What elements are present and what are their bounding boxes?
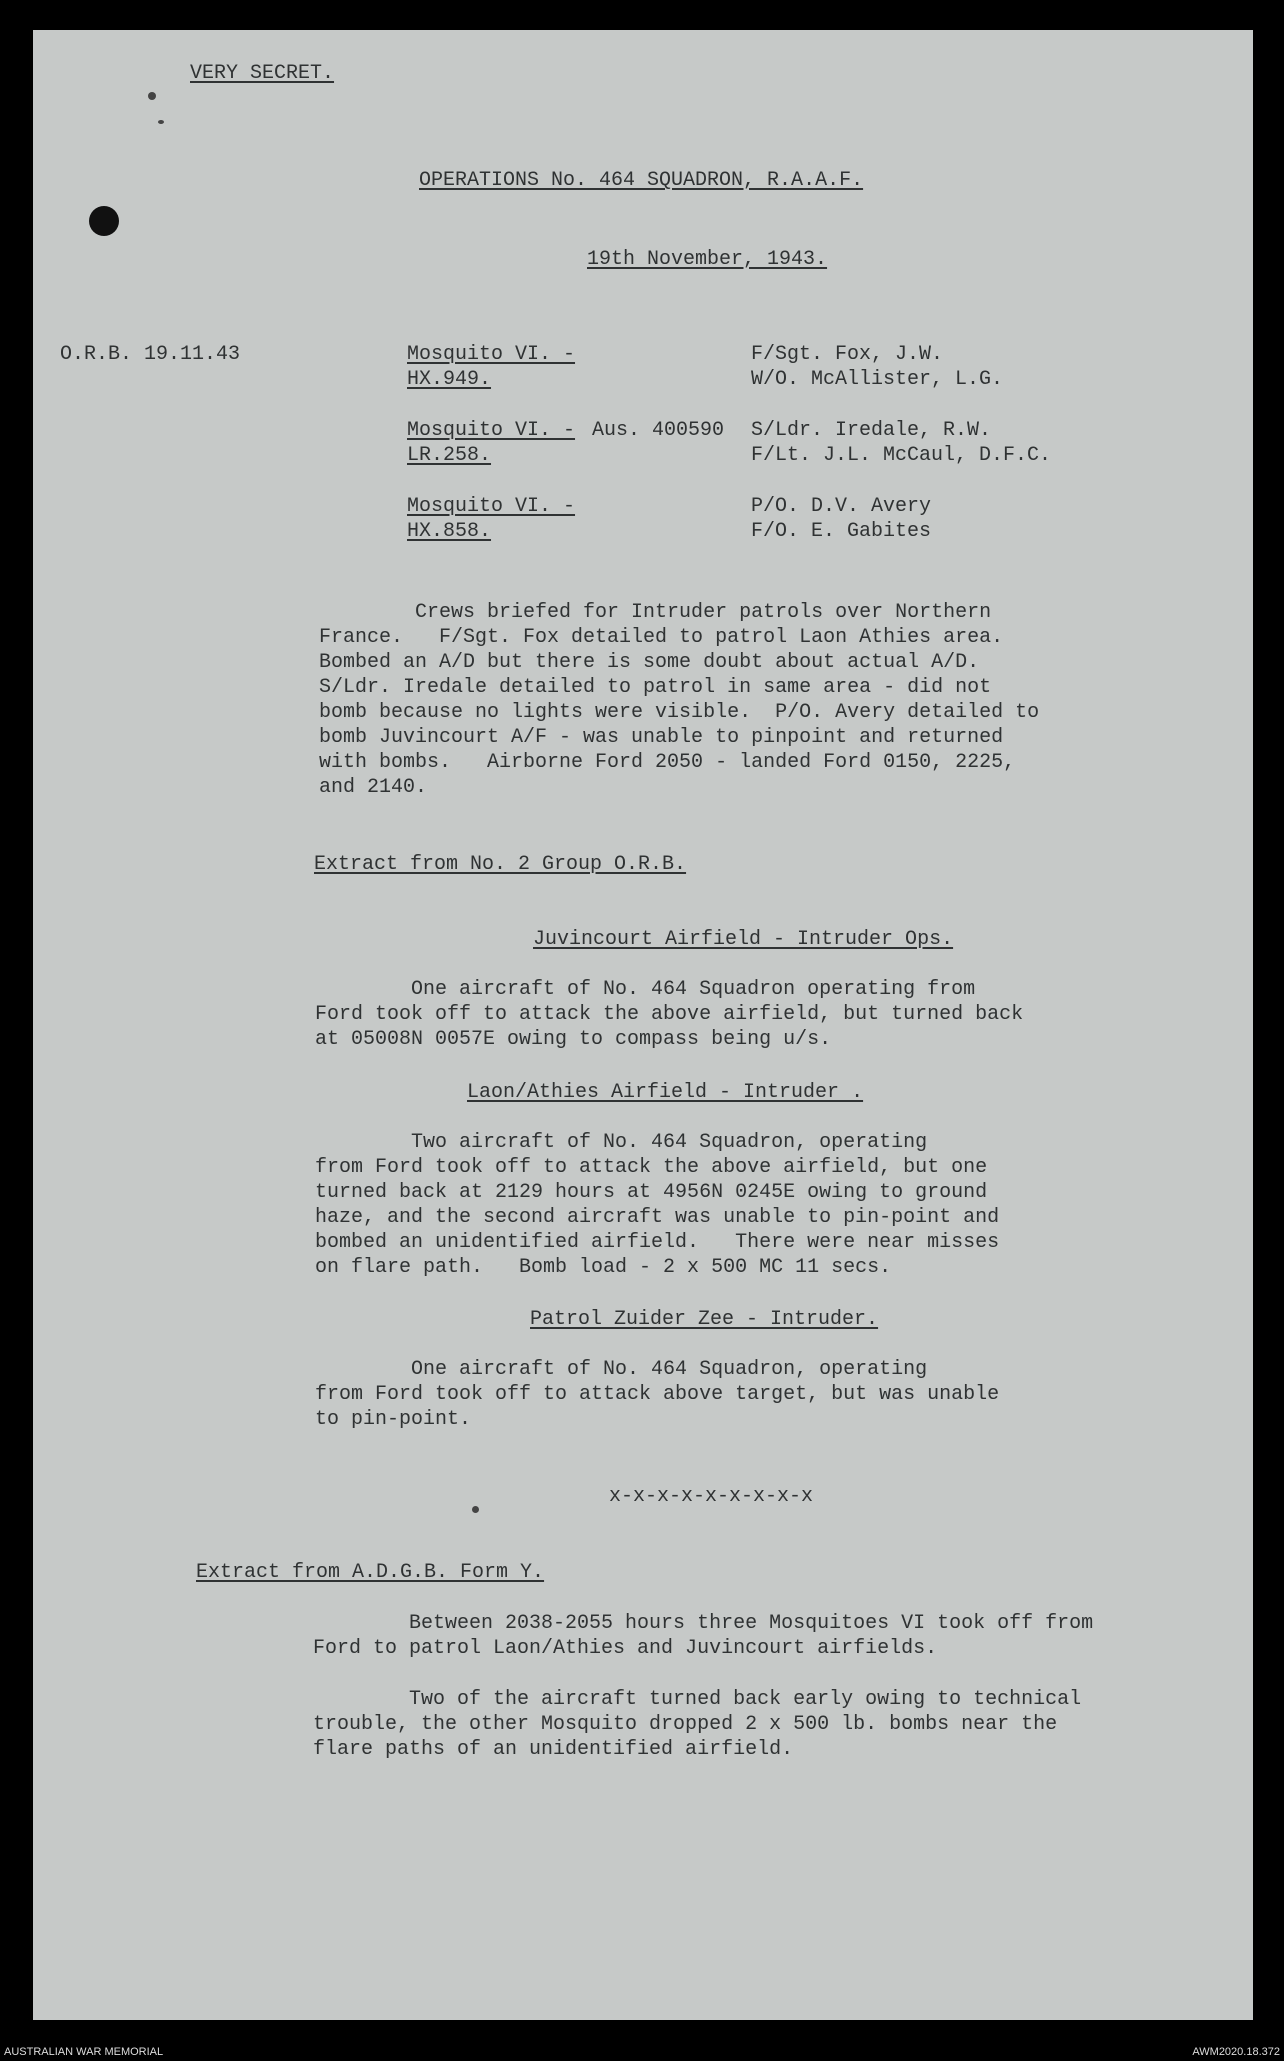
aircraft-annotation: Aus. 400590 [592, 419, 725, 442]
crew-navigator: F/O. E. Gabites [751, 520, 932, 543]
footer-accession: AWM2020.18.372 [1192, 2046, 1280, 2058]
ink-speck [148, 92, 156, 100]
aircraft-type: Mosquito VI. - [407, 495, 576, 518]
ink-speck [158, 120, 164, 124]
section-separator: x-x-x-x-x-x-x-x-x [609, 1485, 814, 1508]
section-title-zuider-zee: Patrol Zuider Zee - Intruder. [530, 1308, 879, 1331]
aircraft-serial: LR.258. [407, 444, 492, 467]
group-extract-heading: Extract from No. 2 Group O.R.B. [314, 853, 687, 876]
adgb-paragraph-2: Two of the aircraft turned back early owing to technical trouble, the other Mosquito dropped 2 x 500 lb. bombs near the flare paths of an unidentified airfield. [313, 1688, 1082, 1761]
archive-footer [0, 2044, 1284, 2061]
ink-speck [472, 1506, 479, 1513]
aircraft-serial: HX.858. [407, 520, 492, 543]
adgb-paragraph-1: Between 2038-2055 hours three Mosquitoes VI took off from Ford to patrol Laon/Athies and Juvincourt airfields. [313, 1612, 1094, 1660]
report-date: 19th November, 1943. [587, 248, 828, 271]
crew-pilot: S/Ldr. Iredale, R.W. [751, 419, 992, 442]
crew-pilot: P/O. D.V. Avery [751, 495, 932, 518]
footer-institution: AUSTRALIAN WAR MEMORIAL [4, 2046, 164, 2058]
section-text-laon: Two aircraft of No. 464 Squadron, operating from Ford took off to attack the above airfield, but one turned back at 2129 hours at 4956N 0245E owing to ground haze, and the second aircraft was unable to pin-point and bombed an unidentified airfield. There were near misses on flare path. Bomb load - 2 x 500 MC 11 secs. [315, 1131, 1000, 1279]
section-text-zuider-zee: One aircraft of No. 464 Squadron, operating from Ford took off to attack above target, but was unable to pin-point. [315, 1358, 1000, 1431]
punch-hole [89, 206, 119, 236]
aircraft-serial: HX.949. [407, 368, 492, 391]
aircraft-type: Mosquito VI. - [407, 343, 576, 366]
orb-reference: O.R.B. 19.11.43 [60, 343, 241, 366]
document-page [33, 30, 1253, 2020]
section-title-laon: Laon/Athies Airfield - Intruder . [467, 1081, 864, 1104]
adgb-extract-heading: Extract from A.D.G.B. Form Y. [196, 1561, 545, 1584]
crew-navigator: W/O. McAllister, L.G. [751, 368, 1004, 391]
crew-pilot: F/Sgt. Fox, J.W. [751, 343, 944, 366]
page-title: OPERATIONS No. 464 SQUADRON, R.A.A.F. [419, 169, 864, 192]
classification-mark: VERY SECRET. [190, 62, 335, 85]
section-title-juvincourt: Juvincourt Airfield - Intruder Ops. [533, 928, 954, 951]
aircraft-type: Mosquito VI. - [407, 419, 576, 442]
operations-summary: Crews briefed for Intruder patrols over Northern France. F/Sgt. Fox detailed to patrol Laon Athies area. Bombed an A/D but there is some doubt about actual A/D. S/Ldr. Iredale detailed to patrol in same area - did not bomb because no lights were visible. P/O. Avery detailed to bomb Juvincourt A/F - was unable to pinpoint and returned with bombs. Airborne Ford 2050 - landed Ford 0150, 2225, and 2140. [319, 601, 1040, 799]
crew-navigator: F/Lt. J.L. McCaul, D.F.C. [751, 444, 1052, 467]
section-text-juvincourt: One aircraft of No. 464 Squadron operating from Ford took off to attack the above airfield, but turned back at 05008N 0057E owing to compass being u/s. [315, 978, 1024, 1051]
